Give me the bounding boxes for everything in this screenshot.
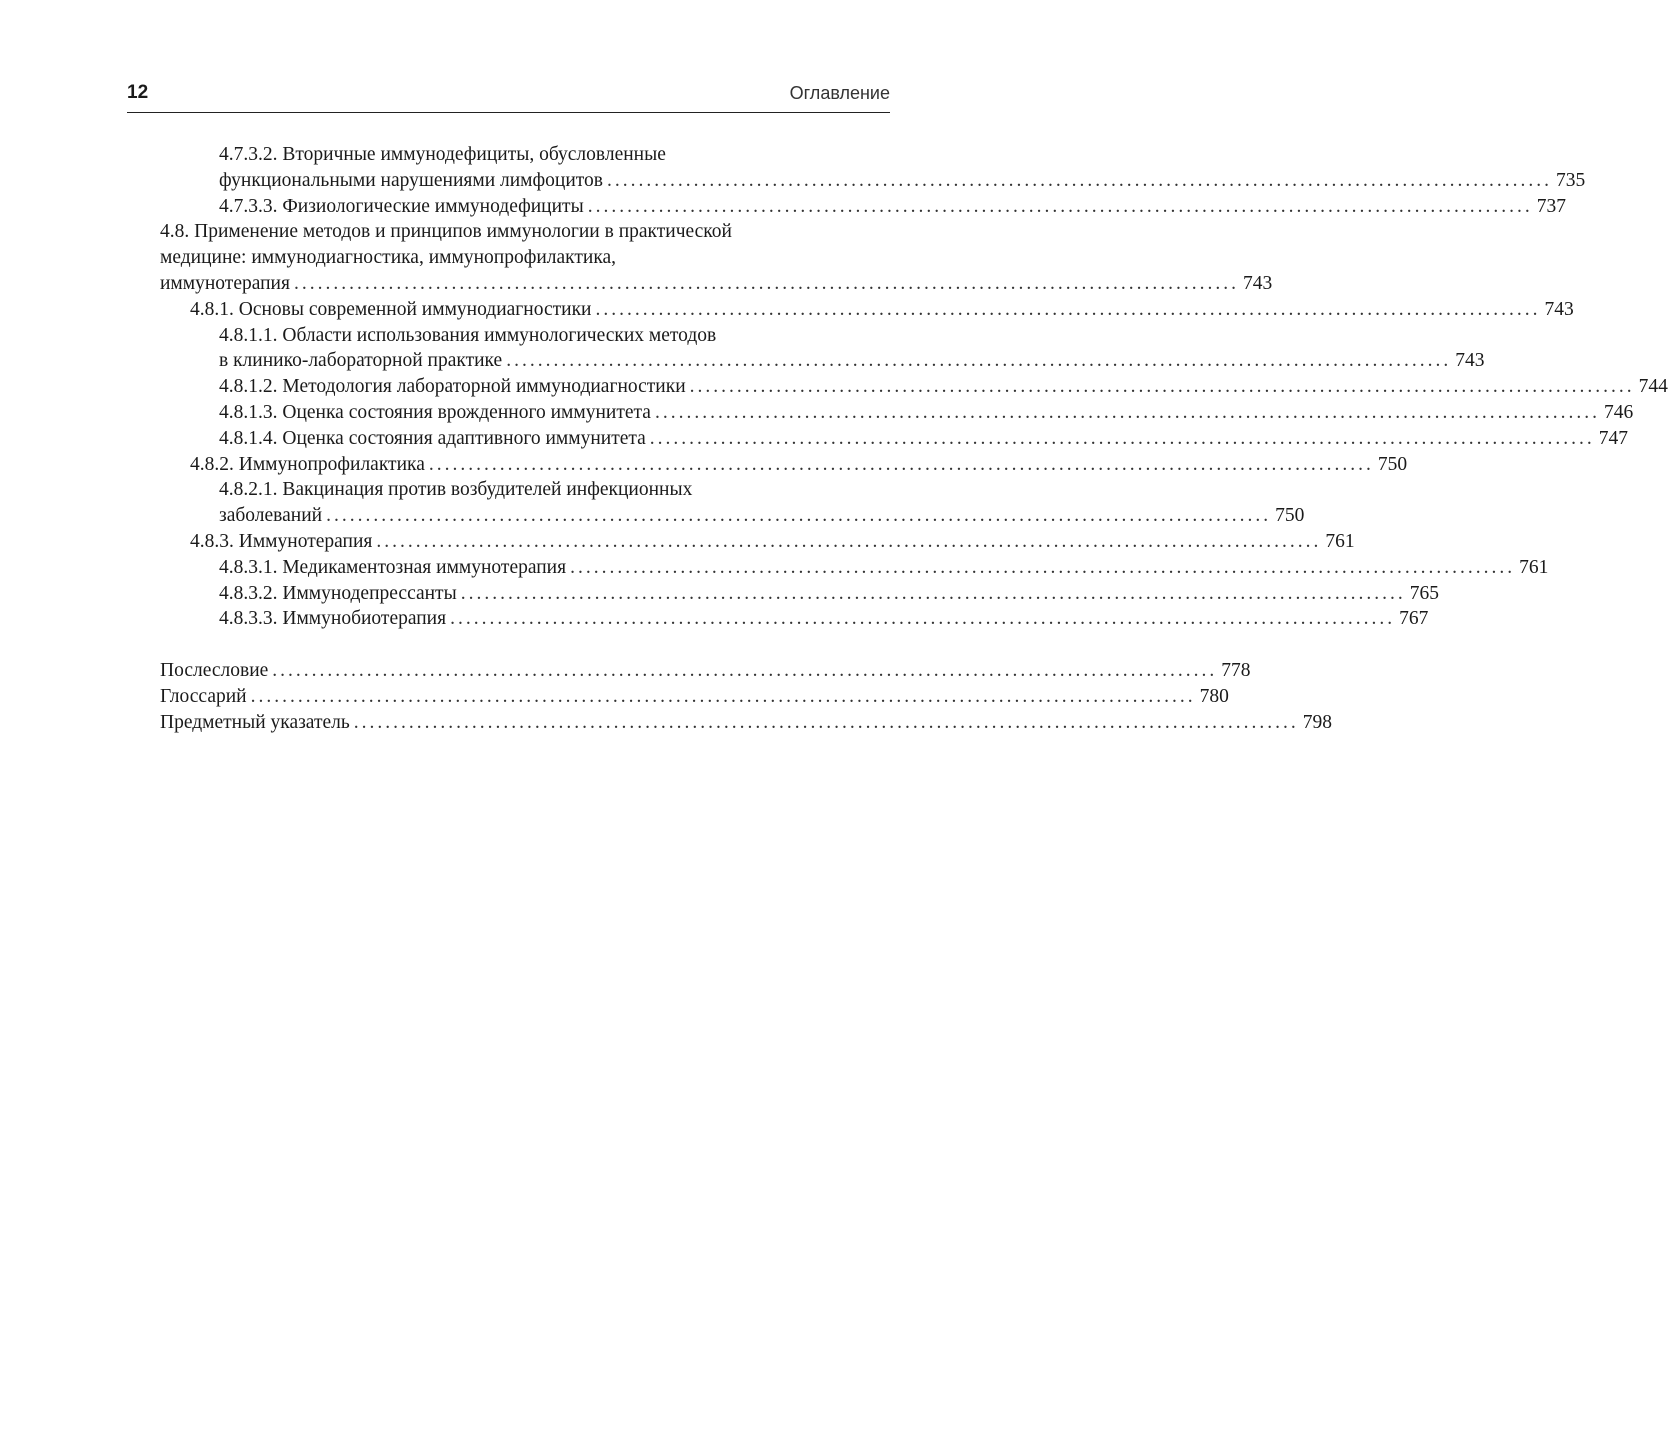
toc-entry-text: 4.8.2.1. Вакцинация против возбудителей инфекционных	[219, 479, 693, 501]
toc-entry-text: 4.8.3.3. Иммунобиотерапия	[219, 608, 447, 630]
toc-entry-text: 4.8.1.4. Оценка состояния адаптивного иммунитета	[219, 427, 646, 449]
toc-entry-text: 4.8.1.2. Методология лабораторной иммунодиагностики	[219, 376, 686, 398]
toc-entry-4-7-3-3[interactable]	[219, 194, 1566, 220]
toc-page-number: 735	[1555, 169, 1586, 191]
toc-entry-text: иммунотерапия	[160, 272, 290, 294]
toc-entry-text: медицине: иммунодиагностика, иммунопрофилактика,	[160, 247, 617, 269]
dot-leader: ........................................................................................................................	[293, 272, 1239, 294]
toc-entry-4-8-1[interactable]	[190, 297, 1574, 323]
toc-entry-text: Глоссарий	[160, 685, 247, 707]
toc-page-number: 761	[1325, 530, 1355, 552]
toc-entry-4-8-1-3[interactable]	[219, 400, 1634, 426]
toc-page-number: 767	[1399, 608, 1429, 630]
toc-entry-4-7-3-2[interactable]	[219, 142, 1586, 194]
toc-page-number: 743	[1544, 298, 1574, 320]
dot-leader: ........................................................................................................................	[326, 505, 1272, 527]
page-number: 12	[127, 82, 149, 103]
toc-entry-4-8-3-1[interactable]	[219, 555, 1549, 581]
dot-leader: ........................................................................................................................	[460, 582, 1406, 604]
toc-entry-text: 4.7.3.3. Физиологические иммунодефициты	[219, 195, 584, 217]
toc-page-number: 737	[1536, 195, 1566, 217]
toc-entry-4-8-2-1[interactable]	[219, 477, 1305, 529]
dot-leader: ........................................................................................................................	[587, 195, 1533, 217]
dot-leader: ........................................................................................................................	[606, 169, 1552, 191]
toc-entry-afterword[interactable]	[160, 658, 1251, 684]
toc-entry-glossary[interactable]	[160, 684, 1229, 710]
toc-page-number: 746	[1603, 401, 1634, 423]
dot-leader: ........................................................................................................................	[506, 350, 1452, 372]
dot-leader: ........................................................................................................................	[376, 530, 1322, 552]
toc-entry-4-8-3[interactable]	[190, 529, 1355, 555]
toc-page-number: 765	[1409, 582, 1439, 604]
dot-leader: ........................................................................................................................	[353, 711, 1299, 733]
toc-page-number: 743	[1242, 272, 1273, 294]
toc-page-number: 780	[1199, 685, 1229, 707]
toc-entry-text: в клинико-лабораторной практике	[219, 350, 503, 372]
toc-entry-4-8-1-2[interactable]	[219, 374, 1668, 400]
toc-entry-4-8-2[interactable]	[190, 452, 1408, 478]
toc-entry-text: 4.8.1.3. Оценка состояния врожденного иммунитета	[219, 401, 651, 423]
running-title: Оглавление	[789, 83, 890, 103]
dot-leader: ........................................................................................................................	[250, 685, 1196, 707]
toc-entry-text: 4.8. Применение методов и принципов иммунологии в практической	[160, 221, 732, 243]
toc-entry-text: Предметный указатель	[160, 711, 350, 733]
dot-leader: ........................................................................................................................	[428, 453, 1374, 475]
toc-entry-4-8-1-1[interactable]	[219, 323, 1485, 375]
table-of-contents	[160, 142, 1668, 736]
section-gap	[160, 632, 890, 658]
toc-entry-4-8-3-3[interactable]	[219, 606, 1429, 632]
toc-entry-text: 4.8.3.1. Медикаментозная иммунотерапия	[219, 556, 567, 578]
toc-entry-text: Послесловие	[160, 660, 269, 682]
toc-entry-text: заболеваний	[219, 505, 323, 527]
dot-leader: ........................................................................................................................	[689, 376, 1635, 398]
toc-entry-text: 4.8.3. Иммунотерапия	[190, 530, 373, 552]
toc-page-number: 747	[1598, 427, 1629, 449]
toc-page-number: 750	[1275, 505, 1305, 527]
toc-page-number: 743	[1455, 350, 1485, 372]
dot-leader: ........................................................................................................................	[450, 608, 1396, 630]
toc-entry-text: 4.8.2. Иммунопрофилактика	[190, 453, 425, 475]
toc-entry-text: функциональными нарушениями лимфоцитов	[219, 169, 603, 191]
toc-entry-text: 4.8.3.2. Иммунодепрессанты	[219, 582, 457, 604]
dot-leader: ........................................................................................................................	[654, 401, 1600, 423]
toc-entry-text: 4.8.1.1. Области использования иммунологических методов	[219, 324, 717, 346]
dot-leader: ........................................................................................................................	[570, 556, 1516, 578]
toc-page-number: 778	[1221, 660, 1251, 682]
toc-entry-4-8-1-4[interactable]	[219, 426, 1629, 452]
dot-leader: ........................................................................................................................	[595, 298, 1541, 320]
dot-leader: ........................................................................................................................	[272, 660, 1218, 682]
toc-entry-4-8-3-2[interactable]	[219, 581, 1439, 607]
toc-entry-4-8[interactable]	[160, 219, 1273, 296]
toc-page-number: 798	[1302, 711, 1333, 733]
toc-entry-subject-index[interactable]	[160, 710, 1333, 736]
toc-page-number: 750	[1377, 453, 1408, 475]
dot-leader: ........................................................................................................................	[649, 427, 1595, 449]
running-header	[127, 80, 890, 113]
toc-entry-text: 4.8.1. Основы современной иммунодиагностики	[190, 298, 592, 320]
toc-entry-text: 4.7.3.2. Вторичные иммунодефициты, обусловленные	[219, 144, 666, 165]
toc-page-number: 744	[1638, 376, 1668, 398]
toc-page-number: 761	[1519, 556, 1549, 578]
